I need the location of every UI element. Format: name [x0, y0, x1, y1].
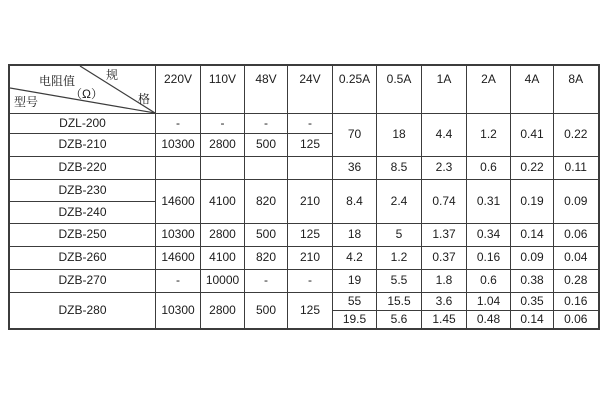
- value-cell: 0.06: [554, 224, 599, 247]
- value-cell: 0.31: [467, 180, 511, 224]
- column-header-110v: 110V: [201, 65, 245, 114]
- corner-spec-char-bottom: 格: [138, 92, 151, 106]
- value-cell: 0.41: [511, 114, 554, 157]
- table-row: [9, 157, 599, 180]
- value-cell: 0.16: [467, 247, 511, 270]
- value-cell: 0.6: [467, 157, 511, 180]
- value-cell: 8.5: [377, 157, 422, 180]
- value-cell: 0.35: [511, 293, 554, 311]
- value-cell: 0.6: [467, 270, 511, 293]
- value-cell: 14600: [156, 180, 201, 224]
- value-cell: 5.6: [377, 311, 422, 329]
- value-cell: [245, 157, 288, 180]
- value-cell: -: [245, 270, 288, 293]
- value-cell: -: [156, 270, 201, 293]
- column-header-24v: 24V: [288, 65, 333, 114]
- corner-resistance-label: 电阻值: [39, 74, 76, 88]
- value-cell: 4100: [201, 247, 245, 270]
- value-cell: 500: [245, 224, 288, 247]
- value-cell: 8.4: [333, 180, 377, 224]
- value-cell: 0.04: [554, 247, 599, 270]
- model-cell: DZL-200: [9, 114, 156, 134]
- value-cell: 210: [288, 180, 333, 224]
- value-cell: 1.37: [422, 224, 467, 247]
- value-cell: -: [201, 114, 245, 134]
- value-cell: 0.16: [554, 293, 599, 311]
- column-header-220v: 220V: [156, 65, 201, 114]
- value-cell: -: [288, 114, 333, 134]
- column-header-4a: 4A: [511, 65, 554, 114]
- value-cell: 0.22: [511, 157, 554, 180]
- value-cell: 0.14: [511, 311, 554, 329]
- value-cell: 820: [245, 247, 288, 270]
- table-row: [9, 180, 599, 202]
- corner-resistance-unit: （Ω）: [70, 87, 103, 101]
- value-cell: 0.28: [554, 270, 599, 293]
- value-cell: 0.14: [511, 224, 554, 247]
- value-cell: 0.11: [554, 157, 599, 180]
- value-cell: -: [156, 114, 201, 134]
- model-cell: DZB-260: [9, 247, 156, 270]
- value-cell: [288, 157, 333, 180]
- table-row: [9, 114, 599, 134]
- table-row: [9, 270, 599, 293]
- value-cell: 0.09: [511, 247, 554, 270]
- value-cell: 55: [333, 293, 377, 311]
- value-cell: 2800: [201, 224, 245, 247]
- value-cell: 0.34: [467, 224, 511, 247]
- value-cell: 10300: [156, 293, 201, 329]
- model-cell: DZB-280: [9, 293, 156, 329]
- value-cell: 1.2: [377, 247, 422, 270]
- value-cell: 1.04: [467, 293, 511, 311]
- value-cell: 19: [333, 270, 377, 293]
- model-cell: DZB-230: [9, 180, 156, 202]
- column-header-2a: 2A: [467, 65, 511, 114]
- value-cell: 4.2: [333, 247, 377, 270]
- value-cell: 3.6: [422, 293, 467, 311]
- model-cell: DZB-250: [9, 224, 156, 247]
- value-cell: 125: [288, 293, 333, 329]
- value-cell: 15.5: [377, 293, 422, 311]
- value-cell: 4100: [201, 180, 245, 224]
- model-cell: DZB-210: [9, 134, 156, 157]
- value-cell: 0.37: [422, 247, 467, 270]
- corner-header-cell: [9, 65, 156, 114]
- column-header-1a: 1A: [422, 65, 467, 114]
- value-cell: 500: [245, 293, 288, 329]
- model-cell: DZB-220: [9, 157, 156, 180]
- value-cell: 18: [333, 224, 377, 247]
- value-cell: 125: [288, 134, 333, 157]
- value-cell: [201, 157, 245, 180]
- value-cell: 210: [288, 247, 333, 270]
- value-cell: 0.19: [511, 180, 554, 224]
- value-cell: 5.5: [377, 270, 422, 293]
- value-cell: 0.06: [554, 311, 599, 329]
- value-cell: 0.74: [422, 180, 467, 224]
- value-cell: 2.3: [422, 157, 467, 180]
- value-cell: 0.38: [511, 270, 554, 293]
- value-cell: 1.8: [422, 270, 467, 293]
- value-cell: 2800: [201, 134, 245, 157]
- value-cell: 500: [245, 134, 288, 157]
- column-header-025a: 0.25A: [333, 65, 377, 114]
- value-cell: 19.5: [333, 311, 377, 329]
- relay-resistance-spec-table: [8, 64, 600, 330]
- value-cell: 2.4: [377, 180, 422, 224]
- value-cell: 4.4: [422, 114, 467, 157]
- value-cell: 2800: [201, 293, 245, 329]
- table-row: [9, 247, 599, 270]
- value-cell: -: [288, 270, 333, 293]
- value-cell: 10300: [156, 134, 201, 157]
- corner-model-label: 型号: [14, 95, 39, 109]
- value-cell: 0.22: [554, 114, 599, 157]
- column-header-05a: 0.5A: [377, 65, 422, 114]
- value-cell: 0.48: [467, 311, 511, 329]
- value-cell: 10000: [201, 270, 245, 293]
- header-row: [9, 65, 599, 114]
- value-cell: 70: [333, 114, 377, 157]
- value-cell: 36: [333, 157, 377, 180]
- value-cell: 1.45: [422, 311, 467, 329]
- column-header-48v: 48V: [245, 65, 288, 114]
- value-cell: 820: [245, 180, 288, 224]
- value-cell: -: [245, 114, 288, 134]
- table-row: [9, 224, 599, 247]
- column-header-8a: 8A: [554, 65, 599, 114]
- value-cell: 5: [377, 224, 422, 247]
- value-cell: 125: [288, 224, 333, 247]
- value-cell: 0.09: [554, 180, 599, 224]
- corner-spec-char-top: 规: [106, 68, 119, 82]
- value-cell: 14600: [156, 247, 201, 270]
- model-cell: DZB-240: [9, 202, 156, 224]
- value-cell: 18: [377, 114, 422, 157]
- value-cell: 1.2: [467, 114, 511, 157]
- value-cell: [156, 157, 201, 180]
- value-cell: 10300: [156, 224, 201, 247]
- table-row: [9, 293, 599, 311]
- model-cell: DZB-270: [9, 270, 156, 293]
